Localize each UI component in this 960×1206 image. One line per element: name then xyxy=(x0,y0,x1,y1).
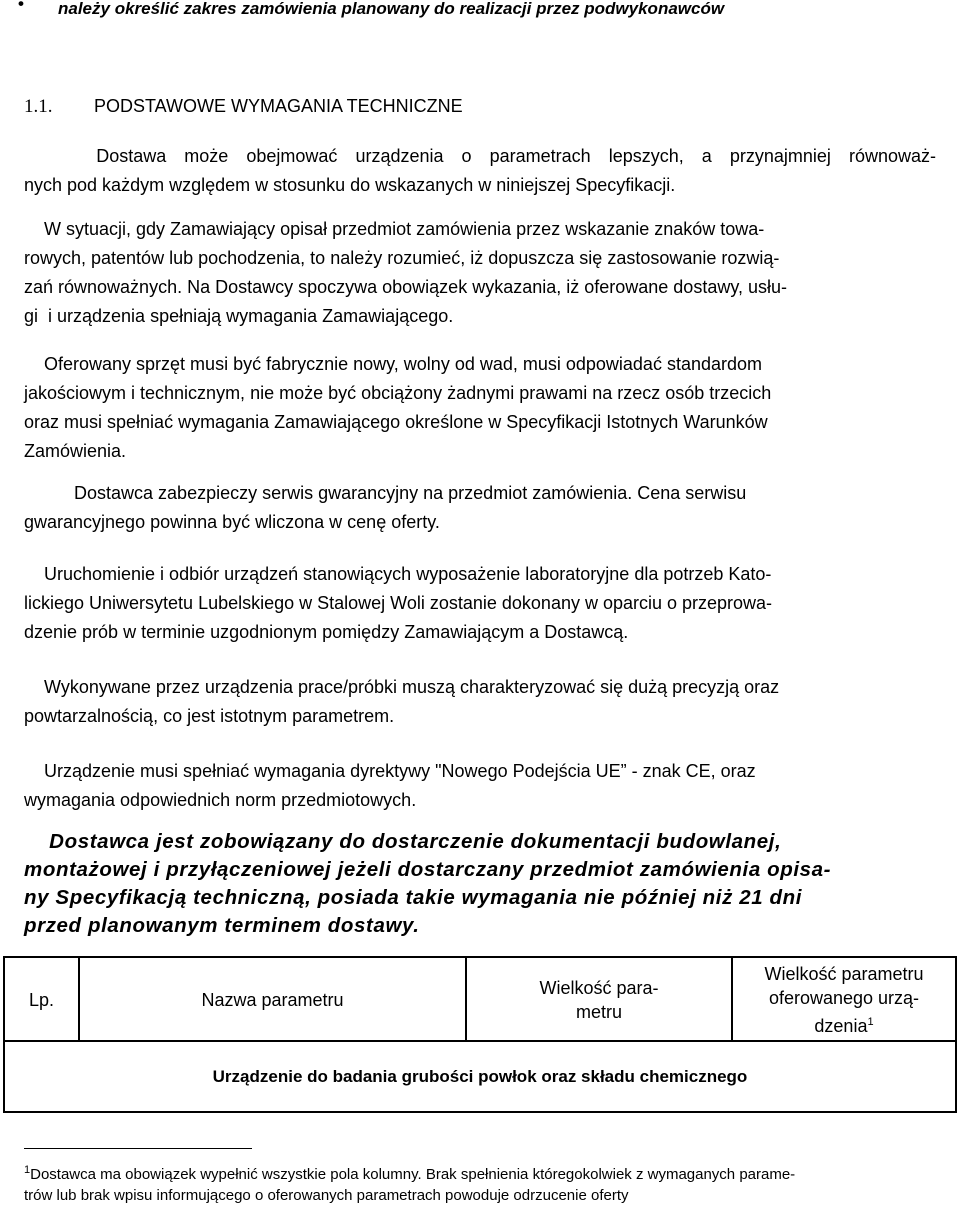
bullet-item xyxy=(18,0,960,23)
text-line: Urządzenie musi spełniać wymagania dyrektywy "Nowego Podejścia UE” - znak CE, oraz xyxy=(24,761,756,781)
header-label-line: Wielkość para- xyxy=(539,977,659,998)
text-line: gwarancyjnego powinna być wliczona w cenę oferty. xyxy=(24,512,440,532)
paragraph-warranty-service xyxy=(24,479,936,537)
text-line: montażowej i przyłączeniowej jeżeli dostarczany przedmiot zamówienia opisa- xyxy=(24,858,832,881)
header-label-line: dzenia xyxy=(814,1015,868,1036)
section-label: Urządzenie do badania grubości powłok oraz składu chemicznego xyxy=(212,1066,748,1086)
text-line: Uruchomienie i odbiór urządzeń stanowiących wyposażenie laboratoryjne dla potrzeb Kato- xyxy=(24,564,772,584)
text-line: jakościowym i technicznym, nie może być obciążony żadnymi prawami na rzecz osób trzecich xyxy=(24,383,772,403)
text-line: rowych, patentów lub pochodzenia, to należy rozumieć, iż dopuszcza się zastosowanie rozwią- xyxy=(24,248,780,268)
paragraph-precision xyxy=(24,673,936,731)
paragraph-new-equipment xyxy=(24,350,936,466)
paragraph-trademarks xyxy=(24,215,936,331)
text-line: Oferowany sprzęt musi być fabrycznie nowy, wolny od wad, musi odpowiadać standardom xyxy=(24,354,762,374)
text-line: ny Specyfikacją techniczną, posiada takie wymagania nie później niż 21 dni xyxy=(24,886,803,909)
table-header-value xyxy=(467,958,733,1041)
section-heading xyxy=(24,92,936,121)
text-line: Wykonywane przez urządzenia prace/próbki muszą charakteryzować się dużą precyzją oraz xyxy=(24,677,780,697)
footnote xyxy=(24,1160,930,1206)
heading-title: PODSTAWOWE WYMAGANIA TECHNICZNE xyxy=(94,96,463,116)
text-line: powtarzalnością, co jest istotnym parametrem. xyxy=(24,706,395,726)
paragraph-documentation-notice xyxy=(24,828,936,940)
header-label-line: oferowanego urzą- xyxy=(768,987,920,1008)
table-header-offered xyxy=(733,958,955,1041)
footnote-divider xyxy=(24,1148,252,1149)
header-label-line: metru xyxy=(575,1001,622,1022)
footnote-text: Dostawca ma obowiązek wypełnić wszystkie pola kolumny. Brak spełnienia któregokolwiek z wymaganych parame- xyxy=(30,1166,796,1183)
paragraph-commissioning xyxy=(24,560,936,647)
footnote-ref: 1 xyxy=(867,1015,874,1028)
footnote-marker: 1 xyxy=(24,1164,31,1176)
footnote-line xyxy=(24,1160,930,1185)
header-label: Lp. xyxy=(28,989,55,1010)
footnote-line: trów lub brak wpisu informującego o oferowanych parametrach powoduje odrzucenie oferty xyxy=(24,1187,629,1204)
bullet-text: należy określić zakres zamówienia planowany do realizacji przez podwykonawców xyxy=(58,0,725,18)
table-header-name xyxy=(80,958,467,1041)
parameter-table xyxy=(3,956,957,1113)
table-header-lp xyxy=(5,958,80,1041)
text-line: wymagania odpowiednich norm przedmiotowych. xyxy=(24,790,417,810)
paragraph-ce-mark xyxy=(24,757,936,815)
bullet-symbol: • xyxy=(18,0,24,13)
text-line: lickiego Uniwersytetu Lubelskiego w Stalowej Woli zostanie dokonany w oparciu o przeprowa- xyxy=(24,593,773,613)
text-line: Zamówienia. xyxy=(24,441,127,461)
heading-number: 1.1. xyxy=(24,96,53,117)
text-line: dzenie prób w terminie uzgodnionym pomiędzy Zamawiającym a Dostawcą. xyxy=(24,622,629,642)
text-line: Dostawca zabezpieczy serwis gwarancyjny na przedmiot zamówienia. Cena serwisu xyxy=(24,483,747,503)
header-label: Nazwa parametru xyxy=(201,989,344,1010)
text-line: oraz musi spełniać wymagania Zamawiającego określone w Specyfikacji Istotnych Warunków xyxy=(24,412,768,432)
paragraph-equivalent-devices xyxy=(24,142,936,200)
text-line: Dostawca jest zobowiązany do dostarczenie dokumentacji budowlanej, xyxy=(24,830,782,853)
text-line: Dostawa może obejmować urządzenia o parametrach lepszych, a przynajmniej równoważ- xyxy=(24,146,936,166)
text-line: zań równoważnych. Na Dostawcy spoczywa obowiązek wykazania, iż oferowane dostawy, usłu- xyxy=(24,277,788,297)
text-line: nych pod każdym względem w stosunku do wskazanych w niniejszej Specyfikacji. xyxy=(24,175,676,195)
table-section-row xyxy=(5,1042,955,1111)
text-line: gi i urządzenia spełniają wymagania Zamawiającego. xyxy=(24,306,454,326)
text-line: przed planowanym terminem dostawy. xyxy=(24,914,420,937)
header-label-line: Wielkość parametru xyxy=(764,963,924,984)
text-line: W sytuacji, gdy Zamawiający opisał przedmiot zamówienia przez wskazanie znaków towa- xyxy=(24,219,765,239)
